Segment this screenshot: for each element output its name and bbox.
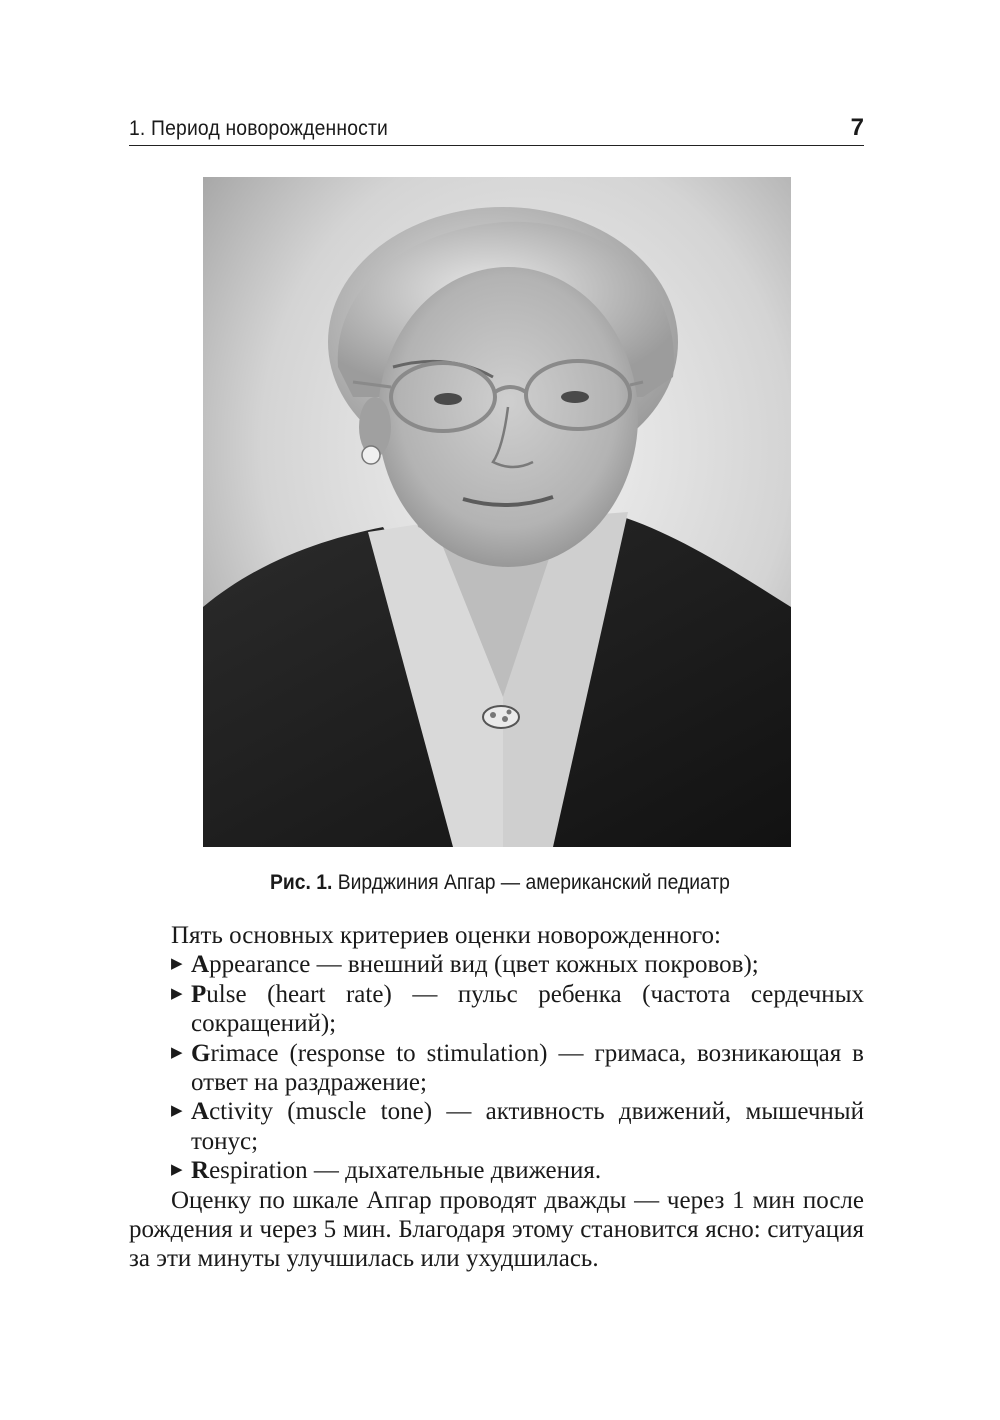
- list-item: ▶ Appearance — внешний вид (цвет кожных покровов);: [171, 951, 759, 979]
- bullet-arrow-icon: ▶: [171, 1103, 183, 1120]
- apgar-criteria-list: [129, 950, 864, 1185]
- intro-paragraph: Пять основных критериев оценки новорожденного:: [171, 922, 721, 949]
- running-head: [129, 114, 864, 146]
- running-title: 1. Период новорожденности: [129, 117, 389, 140]
- bullet-arrow-icon: ▶: [171, 1044, 183, 1061]
- portrait-illustration: [203, 177, 791, 847]
- caption-text: Вирджиния Апгар — американский педиатр: [332, 871, 730, 894]
- list-item: ▶ Pulse (heart rate) — пульс ребенка (частота сердечных сокращений);: [171, 980, 864, 1038]
- page-number: 7: [850, 114, 864, 141]
- bullet-arrow-icon: ▶: [171, 956, 183, 973]
- list-item: ▶ Activity (muscle tone) — активность движений, мышечный тонус;: [171, 1098, 864, 1155]
- list-item: ▶ Respiration — дыхательные движения.: [171, 1157, 602, 1185]
- bullet-arrow-icon: ▶: [171, 1162, 183, 1179]
- caption-label: Рис. 1.: [270, 871, 333, 894]
- list-item: ▶ Grimace (response to stimulation) — гримаса, возникающая в ответ на раздражение;: [171, 1039, 864, 1097]
- apgar-timing-paragraph: Оценку по шкале Апгар проводят дважды — через 1 мин после рождения и через 5 мин. Благодаря этому становится ясно: ситуация за эти минуты улучшилась или ухудшилась.: [129, 1186, 864, 1273]
- body-text: [129, 921, 864, 1274]
- figure-caption: [0, 871, 1000, 895]
- portrait-photo: [203, 177, 791, 847]
- bullet-arrow-icon: ▶: [171, 985, 183, 1002]
